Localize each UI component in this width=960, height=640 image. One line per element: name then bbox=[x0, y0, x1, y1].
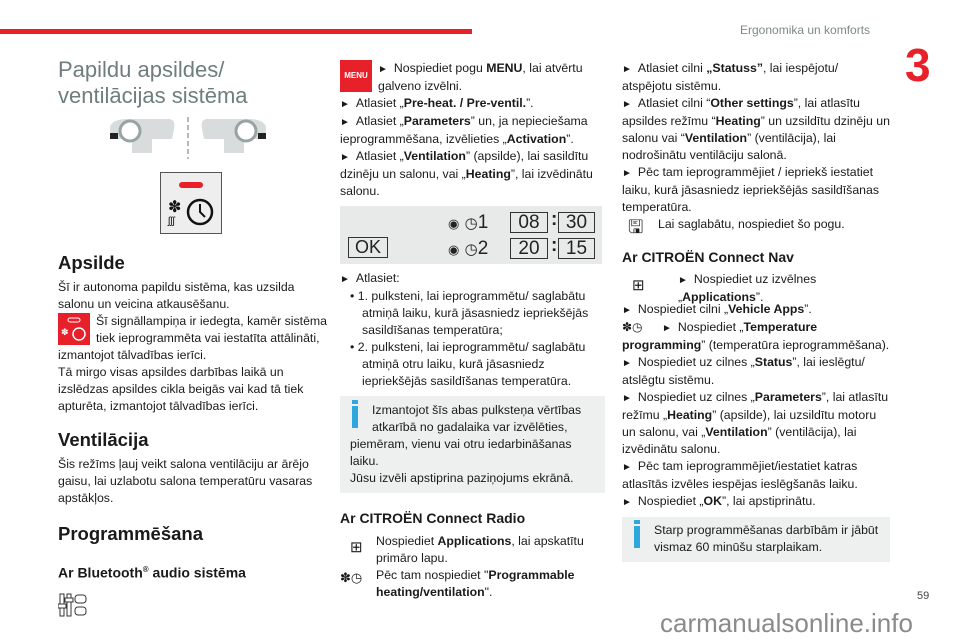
registered-mark: ® bbox=[142, 565, 149, 574]
step bbox=[340, 270, 605, 288]
step-text bbox=[622, 61, 838, 93]
paragraph bbox=[58, 456, 328, 507]
text: ”. bbox=[526, 96, 534, 110]
settings-sliders-icon bbox=[58, 592, 88, 618]
text: Šī ir autonoma papildu sistēma, kas uzsilda salonu un veicina atkausēšanu. bbox=[58, 280, 295, 311]
bold-text: Other settings bbox=[710, 96, 794, 110]
timer1-hours[interactable]: 08 bbox=[510, 212, 548, 233]
step-text bbox=[622, 355, 865, 387]
heading-connect-nav: Ar CITROËN Connect Nav bbox=[622, 249, 794, 265]
info-text: Izmantojot šīs abas pulksteņa vērtības atkarībā no gadalaika var izvēlēties, piemēram, vienu vai otru iedarbināšanas laiku. bbox=[350, 403, 582, 468]
arrow-icon: ► bbox=[622, 358, 632, 369]
programmable-heating-icon: ✽◷ bbox=[340, 570, 363, 585]
step bbox=[340, 533, 605, 567]
bold-text: OK bbox=[703, 494, 722, 508]
step bbox=[622, 271, 890, 304]
text: ”. bbox=[755, 290, 764, 304]
step bbox=[622, 95, 890, 164]
step bbox=[622, 216, 890, 240]
text: ”, lai atlasītu režīmu „ bbox=[622, 390, 889, 422]
bold-text: Activation bbox=[506, 132, 567, 146]
arrow-icon: ► bbox=[622, 305, 632, 316]
bold-text: Applications bbox=[437, 534, 512, 548]
heating-warning-lamp-icon bbox=[58, 313, 90, 345]
step-text: Atlasiet: bbox=[355, 271, 400, 285]
step-text bbox=[638, 494, 816, 508]
separator: : bbox=[551, 209, 558, 230]
bold-text: Temperature programming bbox=[622, 320, 818, 352]
arrow-icon: ► bbox=[622, 99, 632, 110]
bold-text: Heating bbox=[667, 408, 713, 422]
text: Pēc tam ieprogrammējiet / iepriekš iestatiet laiku, kurā jāsasniedz iepriekšējās sasildīšanas temperatūra. bbox=[622, 165, 879, 214]
section-title: Ergonomika un komforts bbox=[740, 23, 871, 37]
arrow-icon: ► bbox=[622, 462, 632, 473]
bold-text: Ventilation bbox=[403, 149, 466, 163]
text: , lai iespējotu/ atspējotu sistēmu. bbox=[622, 61, 839, 93]
text: Nospiediet „ bbox=[677, 320, 744, 334]
text: Nospiediet bbox=[376, 534, 438, 548]
arrow-icon: ► bbox=[622, 393, 632, 404]
text: Pēc tam nospiediet " bbox=[376, 568, 489, 582]
text: , lai atvērtu galveno izvēlni. bbox=[378, 61, 583, 93]
step-text bbox=[340, 149, 593, 198]
text: Nospiediet uz cilnes „ bbox=[637, 355, 755, 369]
heading-apsilde: Apsilde bbox=[58, 252, 125, 273]
bold-text: Heating bbox=[715, 114, 761, 128]
bold-text: Applications bbox=[682, 290, 756, 304]
step-text bbox=[658, 217, 845, 231]
bold-text: Parameters bbox=[403, 114, 471, 128]
lhd-rhd-dashboard-icon bbox=[108, 115, 268, 160]
bold-text: Ventilation bbox=[705, 425, 768, 439]
bold-text: Parameters bbox=[754, 390, 822, 404]
heading-programming: Programmēšana bbox=[58, 523, 203, 544]
paragraph bbox=[58, 279, 328, 313]
text: Lai saglabātu, nospiediet šo pogu. bbox=[658, 217, 845, 231]
subheading-bluetooth bbox=[58, 561, 328, 582]
text: ". bbox=[484, 585, 493, 599]
timer2-minutes[interactable]: 15 bbox=[558, 238, 595, 259]
step bbox=[340, 95, 605, 113]
timer-number: 2 bbox=[477, 238, 489, 259]
header-bar bbox=[0, 29, 472, 34]
step bbox=[340, 60, 605, 95]
arrow-icon: ► bbox=[340, 274, 350, 285]
arrow-icon: ► bbox=[622, 64, 632, 75]
text: Nospiediet uz cilnes „ bbox=[637, 390, 755, 404]
timer-screen bbox=[340, 206, 602, 264]
subheading-text: audio sistēma bbox=[148, 564, 246, 581]
bold-text: „Statuss” bbox=[706, 61, 763, 75]
step-text bbox=[376, 534, 584, 565]
text: Atlasiet „ bbox=[355, 149, 404, 163]
step-text bbox=[340, 114, 588, 146]
step bbox=[622, 60, 890, 95]
text: Pēc tam ieprogrammējiet/iestatiet katras atlasītās izvēles iespējas ieslēgšanās laiku. bbox=[622, 459, 858, 491]
timer1-minutes[interactable]: 30 bbox=[558, 212, 595, 233]
arrow-icon: ► bbox=[678, 275, 688, 286]
paragraph bbox=[58, 364, 328, 415]
text: Atlasiet cilni “ bbox=[637, 96, 711, 110]
text: ”, lai izvēdinātu salonu. bbox=[340, 167, 593, 198]
clock-icon: ◷ bbox=[464, 215, 478, 232]
separator: : bbox=[551, 235, 558, 256]
heading-connect-radio: Ar CITROËN Connect Radio bbox=[340, 510, 526, 526]
svg-text:ʃʃʃ: ʃʃʃ bbox=[168, 216, 175, 227]
info-icon bbox=[634, 526, 640, 548]
info-text: Jūsu izvēli apstiprina paziņojums ekrānā. bbox=[350, 471, 574, 485]
text: ” un uzsildītu dzinēju un salonu vai “ bbox=[622, 114, 890, 145]
step bbox=[622, 354, 890, 389]
step-text bbox=[622, 390, 888, 456]
title-line: ventilācijas sistēma bbox=[58, 83, 248, 108]
bullet-item: • 1. pulksteni, lai ieprogrammētu/ saglabātu atmiņā laiku, kurā jāsasniedz iepriekšējās sasildīšanas temperatūra; bbox=[350, 289, 589, 337]
save-floppy-icon: 🖫 bbox=[628, 217, 644, 237]
text: Nospiediet uz izvēlnes „ bbox=[678, 272, 817, 304]
page-title bbox=[58, 57, 248, 109]
step bbox=[340, 567, 605, 601]
watermark: carmanualsonline.info bbox=[660, 608, 913, 638]
subheading-text: Ar Bluetooth bbox=[58, 564, 143, 581]
text: ” (temperatūra ieprogrammēšana). bbox=[701, 338, 890, 352]
info-box bbox=[622, 517, 890, 562]
bold-text: Vehicle Apps bbox=[728, 302, 805, 316]
arrow-icon: ► bbox=[340, 117, 350, 128]
temperature-programming-icon: ✽◷ bbox=[622, 320, 643, 334]
text: ” (ventilācija), lai izvēdinātu salonu. bbox=[622, 425, 857, 456]
applications-grid-icon: ⊞ bbox=[632, 277, 645, 294]
text: , lai apskatītu primāro lapu. bbox=[376, 534, 584, 565]
section-column-3 bbox=[622, 60, 890, 562]
step-text bbox=[622, 459, 858, 491]
step bbox=[340, 113, 605, 148]
radio-selected-icon: ◉ bbox=[448, 216, 460, 231]
info-text: Starp programmēšanas darbībām ir jābūt vismaz 60 minūšu starplaikam. bbox=[654, 523, 879, 554]
bold-text: Heating bbox=[465, 167, 511, 181]
info-box bbox=[340, 396, 605, 493]
bold-text: Ventilation bbox=[684, 131, 748, 145]
menu-button-icon: MENU bbox=[340, 60, 372, 92]
paragraph bbox=[58, 313, 328, 364]
timer2-hours[interactable]: 20 bbox=[510, 238, 548, 259]
bullet-text: 1. pulksteni, lai ieprogrammētu/ saglabātu atmiņā laiku, kurā jāsasniedz iepriekšējās sasildīšanas temperatūra; bbox=[357, 289, 589, 337]
heading-ventilacija: Ventilācija bbox=[58, 429, 149, 450]
text: ”, lai apstiprinātu. bbox=[721, 494, 816, 508]
timer-number: 1 bbox=[477, 212, 489, 233]
clock-icon: ◷ bbox=[464, 241, 478, 258]
bold-text: MENU bbox=[486, 61, 523, 75]
bold-text: Status bbox=[754, 355, 793, 369]
chapter-number: 3 bbox=[905, 39, 931, 91]
column-2 bbox=[340, 60, 605, 601]
step bbox=[622, 319, 890, 354]
info-icon bbox=[352, 406, 358, 428]
arrow-icon: ► bbox=[340, 152, 350, 163]
svg-text:✽: ✽ bbox=[168, 199, 182, 216]
text: Atlasiet „ bbox=[355, 114, 404, 128]
bullet-item: • 2. pulksteni, lai ieprogrammētu/ saglabātu atmiņā otru laiku, kurā jāsasniedz iepriekšējās sasildīšanas temperatūra. bbox=[350, 340, 586, 388]
radio-selected-icon: ◉ bbox=[448, 242, 460, 257]
text: Nospiediet cilni „ bbox=[637, 302, 729, 316]
text: Tā mirgo visas apsildes darbības laikā un izslēdzas apsildes cikla beigās vai kad tā tiek apturēta, izmantojot tālvadības ierīci. bbox=[58, 365, 304, 413]
text: Nospiediet „ bbox=[637, 494, 704, 508]
step-text bbox=[378, 61, 583, 93]
step bbox=[340, 148, 605, 200]
text: ” un, ja nepieciešama ieprogrammēšana, izvēlieties „ bbox=[340, 114, 588, 146]
step-text bbox=[622, 96, 890, 162]
arrow-icon: ► bbox=[662, 323, 672, 334]
step-text bbox=[678, 272, 816, 304]
heating-warning-lamp-icon bbox=[160, 172, 222, 234]
text: Šis režīms ļauj veikt salona ventilāciju ar ārējo gaisu, lai uzlabotu salona temperatūru vasaras apstākļos. bbox=[58, 457, 313, 505]
text: ”. bbox=[566, 132, 574, 146]
step-text bbox=[356, 96, 534, 110]
timer-row-2 bbox=[448, 238, 488, 261]
text: Atlasiet „ bbox=[355, 96, 404, 110]
text: ” (ventilācija), lai nodrošinātu ventilāciju salonā. bbox=[622, 131, 836, 162]
text: ”. bbox=[804, 302, 812, 316]
step bbox=[622, 164, 890, 216]
applications-grid-icon: ⊞ bbox=[350, 539, 363, 556]
text: ”, lai ieslēgtu/ atslēgtu sistēmu. bbox=[622, 355, 865, 387]
page-number: 59 bbox=[917, 590, 930, 602]
text: ”, lai atlasītu apsildes režīmu “ bbox=[622, 96, 860, 128]
bold-text: Programmable heating/ventilation bbox=[376, 568, 575, 599]
svg-text:✽: ✽ bbox=[61, 327, 69, 337]
step-text bbox=[376, 568, 574, 599]
arrow-icon: ► bbox=[622, 168, 632, 179]
bold-text: Pre-heat. / Pre-ventil. bbox=[403, 96, 527, 110]
timer-row-1 bbox=[448, 212, 488, 235]
step bbox=[622, 389, 890, 458]
step bbox=[622, 493, 890, 511]
title-line: Papildu apsildes/ bbox=[58, 57, 225, 82]
paragraph-text bbox=[58, 314, 327, 362]
arrow-icon: ► bbox=[340, 99, 350, 110]
text: Nospiediet pogu bbox=[393, 61, 487, 75]
bullet-text: 2. pulksteni, lai ieprogrammētu/ saglabātu atmiņā otru laiku, kurā jāsasniedz iepriekšējās sasildīšanas temperatūra. bbox=[357, 340, 586, 388]
section-apsilde bbox=[58, 252, 328, 623]
text: Atlasiet cilni bbox=[637, 61, 707, 75]
step bbox=[622, 458, 890, 493]
text: Šī signāllampiņa ir iedegta, kamēr sistēma tiek ieprogrammēta vai iestatīta attālināti, izmantojot tālvadības ierīci. bbox=[58, 314, 328, 362]
arrow-icon: ► bbox=[622, 497, 632, 508]
text: ” (apsilde), lai sasildītu dzinēju un salonu, vai „ bbox=[340, 149, 589, 181]
ok-button[interactable]: OK bbox=[348, 237, 388, 258]
arrow-icon: ► bbox=[378, 64, 388, 75]
step-text bbox=[622, 165, 879, 214]
text: ” (apsilde), lai uzsildītu motoru un salonu, vai „ bbox=[622, 408, 877, 439]
